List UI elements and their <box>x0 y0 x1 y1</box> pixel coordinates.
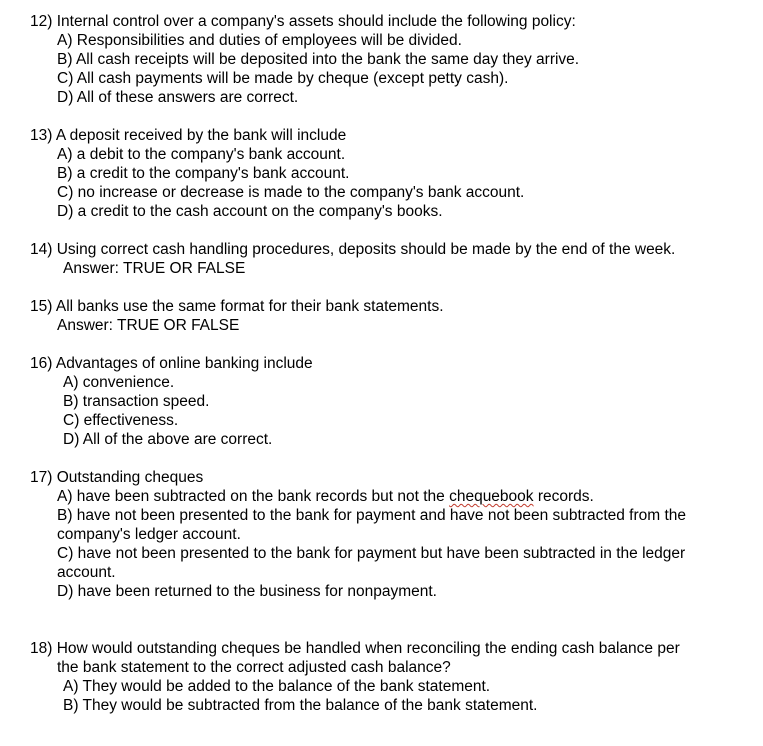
q17-option-a-text-after: records. <box>533 488 594 505</box>
q12-option-d: D) All of these answers are correct. <box>57 89 299 106</box>
q14-stem: 14) Using correct cash handling procedures, deposits should be made by the end of the week. <box>30 241 676 258</box>
q16-stem: 16) Advantages of online banking include <box>30 355 313 372</box>
q17-option-d: D) have been returned to the business for nonpayment. <box>57 583 437 600</box>
q13-option-c: C) no increase or decrease is made to the company's bank account. <box>57 184 525 201</box>
q14-answer: Answer: TRUE OR FALSE <box>63 260 246 277</box>
q17-option-b-line1: B) have not been presented to the bank for payment and have not been subtracted from the <box>57 507 687 524</box>
q17-stem: 17) Outstanding cheques <box>30 469 204 486</box>
q13-stem: 13) A deposit received by the bank will include <box>30 127 347 144</box>
q12-option-a: A) Responsibilities and duties of employees will be divided. <box>57 32 462 49</box>
q13-option-a: A) a debit to the company's bank account. <box>57 146 346 163</box>
q16-option-c: C) effectiveness. <box>63 412 179 429</box>
q12-stem: 12) Internal control over a company's assets should include the following policy: <box>30 13 576 30</box>
q15-answer: Answer: TRUE OR FALSE <box>57 317 240 334</box>
q17-option-a <box>57 487 594 506</box>
q17-option-c-line1: C) have not been presented to the bank for payment but have been subtracted in the ledger <box>57 545 686 562</box>
q17-option-b-line2: company's ledger account. <box>57 526 241 543</box>
q16-option-d: D) All of the above are correct. <box>63 431 273 448</box>
q17-option-a-text-before: A) have been subtracted on the bank records but not the <box>57 488 450 505</box>
q18-option-b: B) They would be subtracted from the balance of the bank statement. <box>63 697 538 714</box>
q18-stem-line1: 18) How would outstanding cheques be handled when reconciling the ending cash balance per <box>30 640 680 657</box>
q15-stem: 15) All banks use the same format for their bank statements. <box>30 298 444 315</box>
q12-option-c: C) All cash payments will be made by cheque (except petty cash). <box>57 70 509 87</box>
q16-option-b: B) transaction speed. <box>63 393 210 410</box>
q16-option-a: A) convenience. <box>63 374 175 391</box>
q12-option-b: B) All cash receipts will be deposited into the bank the same day they arrive. <box>57 51 580 68</box>
q13-option-d: D) a credit to the cash account on the company's books. <box>57 203 443 220</box>
spelling-flagged-word[interactable]: chequebook <box>449 488 534 505</box>
q13-option-b: B) a credit to the company's bank account. <box>57 165 350 182</box>
q17-option-c-line2: account. <box>57 564 116 581</box>
q18-stem-line2: the bank statement to the correct adjusted cash balance? <box>57 659 451 676</box>
q18-option-a: A) They would be added to the balance of the bank statement. <box>63 678 491 695</box>
